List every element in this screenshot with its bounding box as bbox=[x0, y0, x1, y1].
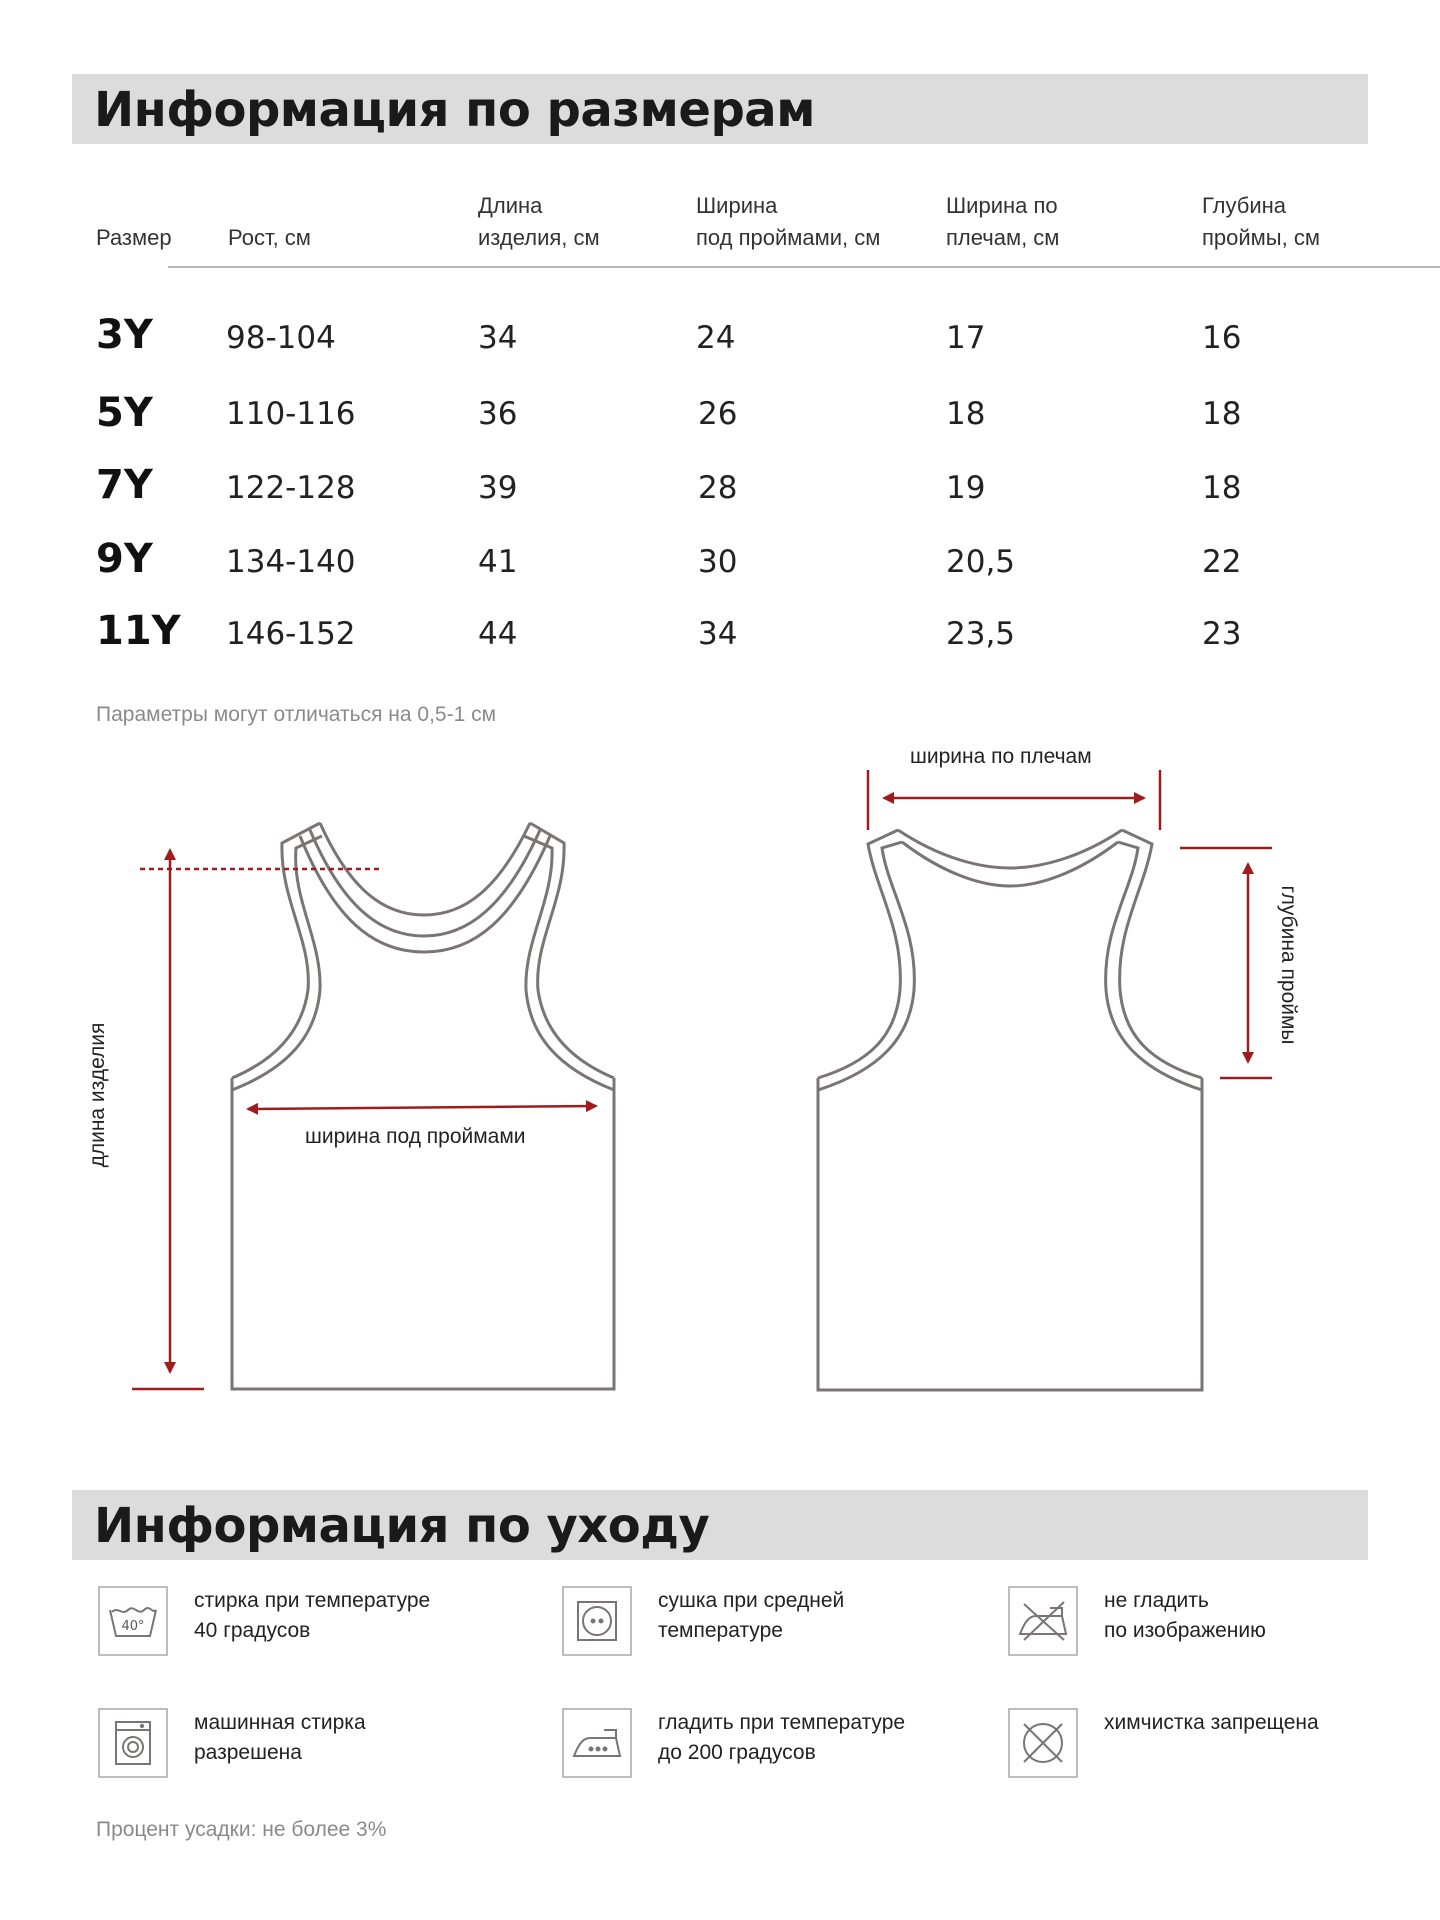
armhole-depth-label: глубина проймы bbox=[1277, 885, 1300, 1045]
size-cell: 9Y bbox=[96, 536, 153, 582]
table-header-divider bbox=[168, 266, 1440, 268]
size-cell: 5Y bbox=[96, 390, 153, 436]
size-cell: 7Y bbox=[96, 462, 153, 508]
length-cell: 36 bbox=[478, 396, 518, 432]
header-armhole-depth: Глубина проймы, см bbox=[1202, 193, 1320, 250]
size-tolerance-note: Параметры могут отличаться на 0,5-1 см bbox=[96, 703, 497, 726]
shrinkage-note: Процент усадки: не более 3% bbox=[96, 1818, 387, 1841]
header-size: Размер bbox=[96, 225, 172, 250]
height-cell: 122-128 bbox=[226, 470, 356, 506]
height-cell: 110-116 bbox=[226, 396, 356, 432]
width-armhole-cell: 26 bbox=[698, 396, 738, 432]
care-text-no-iron: не гладить по изображению bbox=[1104, 1589, 1266, 1642]
care-text-machine-wash: машинная стирка разрешена bbox=[194, 1711, 366, 1764]
width-shoulders-cell: 20,5 bbox=[946, 544, 1016, 580]
height-cell: 98-104 bbox=[226, 320, 336, 356]
armhole-depth-cell: 22 bbox=[1202, 544, 1242, 580]
width-shoulders-cell: 19 bbox=[946, 470, 986, 506]
size-section-banner bbox=[72, 74, 1368, 144]
tumble-dry-medium-icon bbox=[562, 1586, 632, 1656]
width-shoulders-cell: 17 bbox=[946, 320, 986, 356]
iron-200-icon bbox=[562, 1708, 632, 1778]
care-section-banner bbox=[72, 1490, 1368, 1560]
svg-text:40°: 40° bbox=[121, 1619, 145, 1634]
length-cell: 39 bbox=[478, 470, 518, 506]
armhole-depth-cell: 18 bbox=[1202, 470, 1242, 506]
header-height: Рост, см bbox=[228, 225, 311, 250]
size-cell: 3Y bbox=[96, 312, 153, 358]
armhole-depth-cell: 16 bbox=[1202, 320, 1242, 356]
armhole-depth-cell: 18 bbox=[1202, 396, 1242, 432]
no-iron-print-icon bbox=[1008, 1586, 1078, 1656]
measurement-diagram bbox=[0, 740, 1440, 1440]
length-measure bbox=[132, 850, 380, 1389]
care-text-iron: гладить при температуре до 200 градусов bbox=[658, 1711, 906, 1764]
armhole-depth-measure bbox=[1180, 848, 1272, 1078]
length-cell: 44 bbox=[478, 616, 518, 652]
care-section-title: Информация по уходу bbox=[94, 1498, 710, 1554]
width-shoulders-cell: 18 bbox=[946, 396, 986, 432]
height-cell: 134-140 bbox=[226, 544, 356, 580]
care-text-no-dry-clean: химчистка запрещена bbox=[1104, 1711, 1319, 1734]
length-cell: 41 bbox=[478, 544, 518, 580]
care-text-wash: стирка при температуре 40 градусов bbox=[194, 1589, 431, 1642]
back-tank-outline bbox=[818, 830, 1202, 1390]
width-armhole-cell: 24 bbox=[696, 320, 736, 356]
washing-machine-icon bbox=[98, 1708, 168, 1778]
width-shoulders-measure bbox=[868, 770, 1160, 830]
length-label: длина изделия bbox=[86, 1022, 109, 1168]
length-cell: 34 bbox=[478, 320, 518, 356]
header-width-shoulders: Ширина по плечам, см bbox=[946, 193, 1060, 250]
width-armhole-cell: 28 bbox=[698, 470, 738, 506]
header-length: Длина изделия, см bbox=[478, 193, 600, 250]
height-cell: 146-152 bbox=[226, 616, 356, 652]
width-armhole-cell: 34 bbox=[698, 616, 738, 652]
wash-40-icon bbox=[98, 1586, 168, 1656]
width-armhole-label: ширина под проймами bbox=[305, 1125, 526, 1148]
header-width-armhole: Ширина под проймами, см bbox=[696, 193, 881, 250]
size-cell: 11Y bbox=[96, 608, 181, 654]
size-section-title: Информация по размерам bbox=[94, 82, 815, 138]
width-armhole-cell: 30 bbox=[698, 544, 738, 580]
armhole-depth-cell: 23 bbox=[1202, 616, 1242, 652]
width-armhole-measure bbox=[248, 1106, 596, 1109]
width-shoulders-cell: 23,5 bbox=[946, 616, 1016, 652]
no-dry-clean-icon bbox=[1008, 1708, 1078, 1778]
care-text-dry: сушка при средней температуре bbox=[658, 1589, 845, 1642]
width-shoulders-label: ширина по плечам bbox=[910, 745, 1092, 768]
